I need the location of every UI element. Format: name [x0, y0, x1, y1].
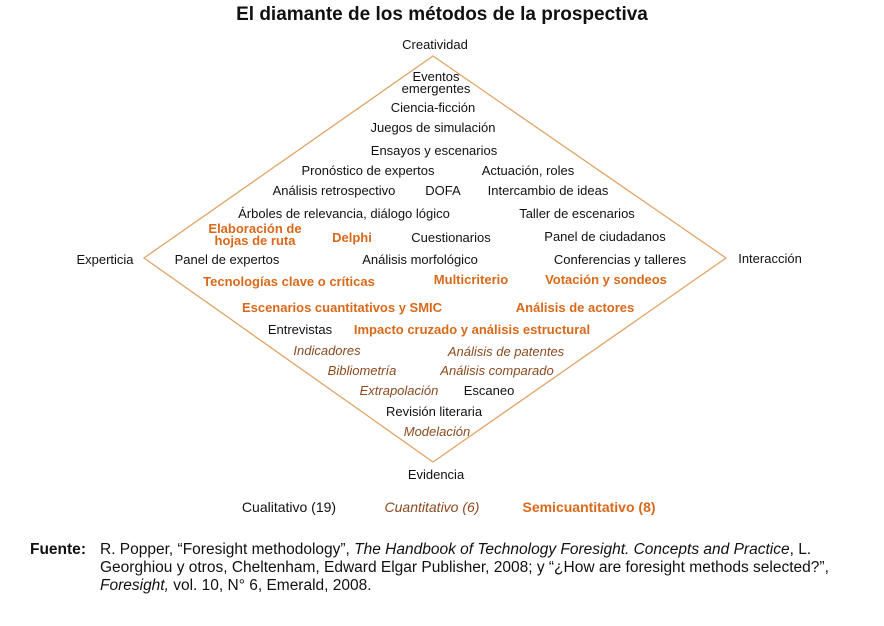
method-label: Panel de expertos — [174, 252, 280, 267]
method-label: Análisis de patentes — [447, 344, 565, 359]
diagram-title: El diamante de los métodos de la prospectiva — [236, 4, 648, 25]
method-label: Análisis morfológico — [362, 252, 478, 267]
legend-cuantitativo: Cuantitativo (6) — [384, 499, 480, 515]
method-label: Extrapolación — [359, 383, 439, 398]
axis-label-bottom: Evidencia — [407, 467, 465, 482]
method-label: Elaboración de hojas de ruta — [208, 221, 302, 248]
method-label: Panel de ciudadanos — [544, 229, 666, 244]
method-label: Actuación, roles — [481, 163, 575, 178]
method-label: Eventos emergentes — [401, 69, 471, 96]
method-label: Impacto cruzado y análisis estructural — [353, 322, 591, 337]
method-label: Árboles de relevancia, diálogo lógico — [238, 206, 450, 221]
method-label: Bibliometría — [327, 363, 397, 378]
axis-label-left: Experticia — [76, 252, 134, 267]
axis-label-right: Interacción — [738, 251, 802, 266]
source-fragment: The Handbook of Technology Foresight. Concepts and Practice — [354, 541, 790, 558]
method-label: Escaneo — [463, 383, 515, 398]
method-label: Cuestionarios — [411, 230, 491, 245]
legend-cualitativo: Cualitativo (19) — [241, 499, 337, 515]
method-label: Tecnologías clave o críticas — [203, 274, 375, 289]
method-label: Delphi — [332, 230, 372, 245]
method-label: Escenarios cuantitativos y SMIC — [241, 300, 443, 315]
method-label: Entrevistas — [267, 322, 333, 337]
legend-semicuantitativo: Semicuantitativo (8) — [522, 499, 656, 515]
method-label: DOFA — [425, 183, 461, 198]
method-label: Juegos de simulación — [370, 120, 496, 135]
method-label: Intercambio de ideas — [487, 183, 609, 198]
method-label: Pronóstico de expertos — [301, 163, 435, 178]
method-label: Análisis de actores — [515, 300, 635, 315]
axis-label-top: Creatividad — [402, 37, 468, 52]
method-label: Análisis comparado — [440, 363, 554, 378]
method-label: Indicadores — [293, 343, 361, 358]
source-fragment: R. Popper, “Foresight methodology”, — [100, 541, 355, 558]
source-label: Fuente: — [30, 541, 86, 558]
method-label: Conferencias y talleres — [553, 252, 687, 267]
method-label: Multicriterio — [433, 272, 509, 287]
source-fragment: Foresight, — [100, 577, 169, 594]
source-fragment: vol. 10, N° 6, Emerald, 2008. — [168, 577, 372, 594]
method-label: Ciencia-ficción — [390, 100, 476, 115]
source-citation — [30, 541, 860, 594]
method-label: Ensayos y escenarios — [370, 143, 498, 158]
source-text — [100, 541, 870, 595]
method-label: Análisis retrospectivo — [272, 183, 396, 198]
method-label: Votación y sondeos — [545, 272, 667, 287]
source-fragment: , L. Georghiou y otros, Cheltenham, Edward Elgar Publisher, 2008; y “¿How are foresight methods selected?”, — [100, 541, 829, 576]
method-label: Taller de escenarios — [519, 206, 635, 221]
method-label: Revisión literaria — [385, 404, 483, 419]
method-label: Modelación — [403, 424, 471, 439]
